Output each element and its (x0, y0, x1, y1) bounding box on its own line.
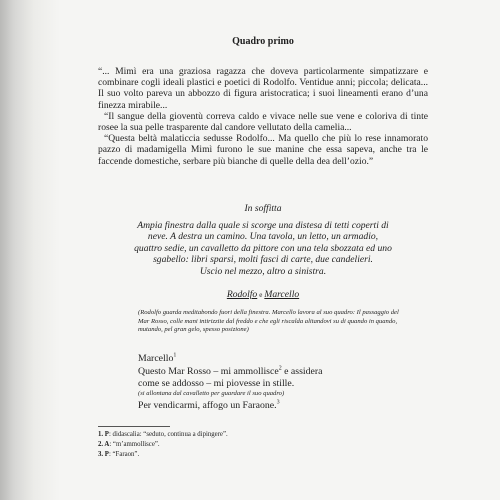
setting-line: sgabello: libri sparsi, molti fasci di carte, due candelieri. (153, 254, 373, 266)
setting-line: Ampia finestra dalla quale si scorge una distesa di tetti coperti di (137, 220, 389, 231)
footnote-label: 3. P (98, 451, 109, 458)
stage-direction: (Rodolfo guarda meditabondo fuori della finestra. Marcello lavora al suo quadro: Il passaggio del Mar Rosso, colle mani intirizzite dal freddo e che egli riscalda alitandovi su di quando in quando, mutando, pel gran gelo, spesso posizione) (138, 309, 399, 334)
character-rodolfo: Rodolfo (226, 289, 258, 300)
footnote-ref: 1 (173, 352, 177, 359)
footnote-ref: 2 (278, 365, 282, 372)
characters-line (98, 289, 428, 300)
setting-line: Uscio nel mezzo, altro a sinistra. (199, 265, 327, 277)
footnote-text: : didascalia: “seduto, continua a dipingere”. (108, 431, 228, 438)
stage-direction: (si allontana dal cavalletto per guardare il suo quadro) (138, 390, 285, 397)
footnote-divider (98, 426, 170, 427)
verse-text: e assidera (281, 366, 323, 377)
prose-paragraph: “... Mimì era una graziosa ragazza che doveva particolarmente simpatizzare e combinare cogli ideali plastici e poetici di Rodolfo. Ventidue anni; piccola; delicata... Il suo volto pareva un abbozzo di figura aristocratica; i suoi lineamenti erano d’una finezza mirabile... (98, 66, 428, 111)
character-marcello: Marcello (264, 289, 300, 300)
prose-paragraph: “Il sangue della gioventù correva caldo e vivace nelle sue vene e coloriva di tinte rosee la sua pelle trasparente dal candore vellutato della camelia... (98, 110, 428, 134)
setting-line: neve. A destra un camino. Una tavola, un letto, un armadio, (147, 231, 379, 243)
verse-line: come se addosso – mi piovesse in stille. (138, 378, 295, 389)
footnote-text: : “Faraon”. (108, 451, 140, 458)
speaker-label: Marcello (138, 353, 174, 364)
setting-heading: In soffitta (244, 203, 282, 214)
speaker-name (138, 353, 176, 364)
footnote (98, 441, 160, 448)
verse-text: Questo Mar Rosso – mi ammollisce (138, 366, 279, 377)
setting-description (100, 220, 426, 277)
footnote-label: 2. A (98, 441, 110, 448)
epigraph-prose (98, 66, 428, 167)
footnote-ref: 3 (276, 399, 280, 406)
prose-paragraph: “Questa beltà malaticcia sedusse Rodolfo... Ma quello che più lo rese innamorato pazzo di madamigella Mimì furono le sue manine che essa sapeva, anche tra le faccende domestiche, serbare più bianche di quelle della dea dell’ozio.” (98, 133, 428, 167)
footnote-text: : “m’ammollisce”. (109, 441, 160, 448)
verse-line (138, 366, 438, 377)
characters-conjunction: e (259, 291, 263, 299)
footnote (98, 451, 139, 458)
footnote (98, 431, 228, 438)
verse-line (138, 400, 438, 411)
setting-line: quattro sedie, un cavalletto da pittore con una tela sbozzata ed uno (134, 242, 392, 254)
scene-title: Quadro primo (232, 36, 294, 47)
page-gutter-shadow (0, 0, 60, 500)
footnote-label: 1. P (98, 431, 109, 438)
verse-text: Per vendicarmi, affogo un Faraone. (138, 400, 277, 411)
